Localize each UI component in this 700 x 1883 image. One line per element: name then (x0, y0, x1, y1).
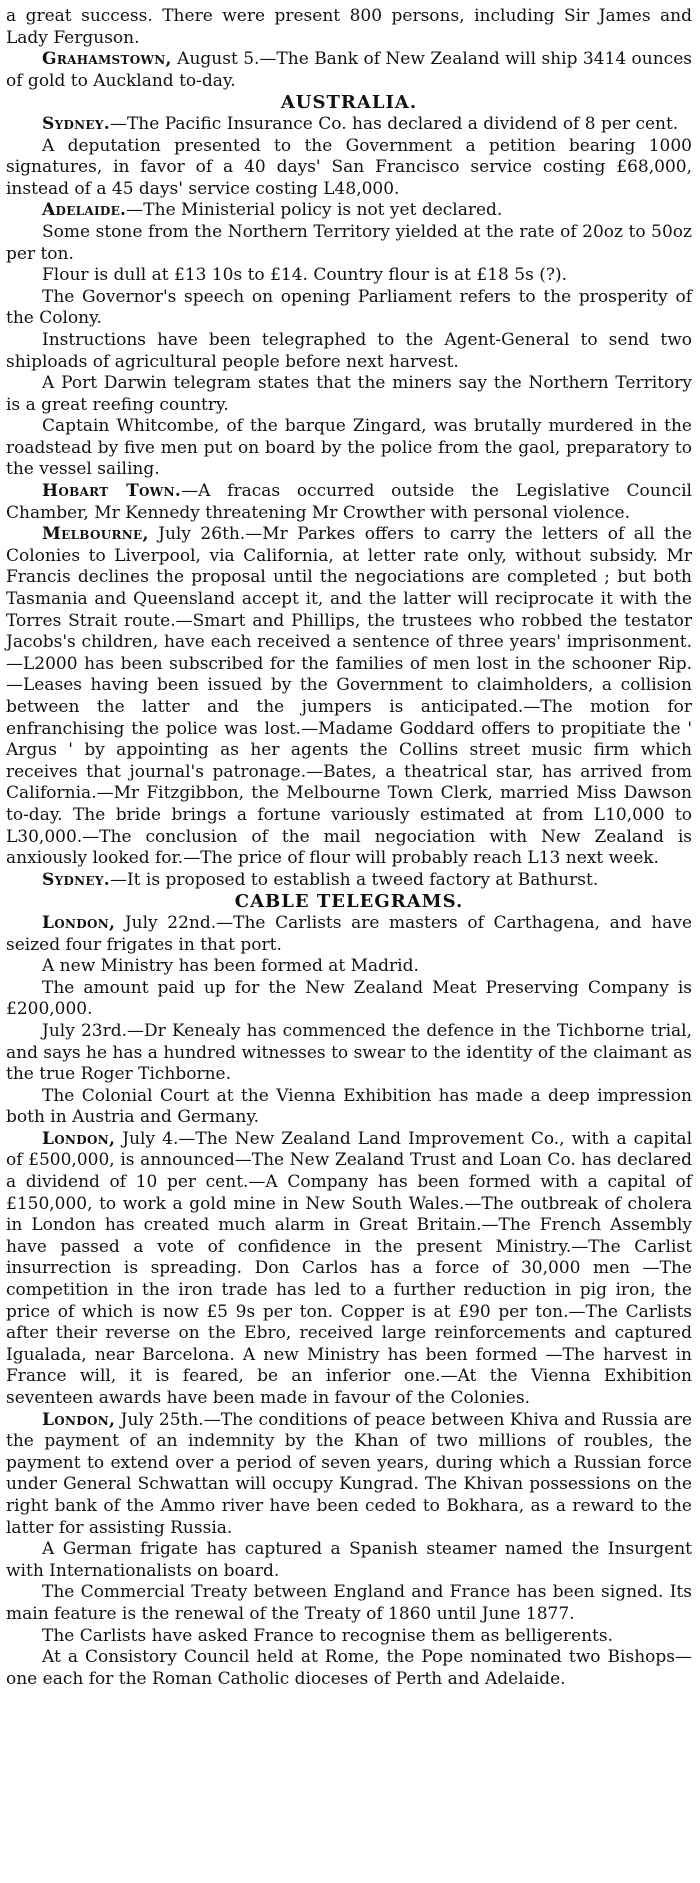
paragraph-deputation: A deputation presented to the Government a petition bearing 1000 signatures, in favor of a 40 days' San Francisco service costing £68,000, instead of a 45 days' service costing L48,000. (6, 135, 692, 199)
paragraph-madrid: A new Ministry has been formed at Madrid. (42, 956, 419, 977)
heading-australia: AUSTRALIA. (280, 92, 418, 114)
place-hobart-town: Hobart Town. (42, 481, 182, 502)
text-london-july4: July 4.—The New Zealand Land Improvement Co., with a capital of £500,000, is announced—The New Zealand Trust and Loan Co. has declared a dividend of 10 per cent.—A Company has been formed with a capital of £150,000, to work a gold mine in New South Wales.—The outbreak of cholera in London has created much alarm in Great Britain.—The French Assembly have passed a vote of confidence in the present Ministry.—The Carlist insurrection is spreading. Don Carlos has a force of 30,000 men —The competition in the iron trade has led to a further reduction in pig iron, the price of which is now £5 9s per ton. Copper is at £90 per ton.—The Carlists after their reverse on the Ebro, received large reinforcements and captured Igualada, near Barcelona. A new Ministry has been formed —The harvest in France will, it is feared, be an inferior one.—At the Vienna Exhibition seventeen awards have been made in favour of the Colonies. (6, 1128, 693, 1408)
paragraph-grahamstown (6, 49, 692, 92)
place-adelaide: Adelaide. (42, 200, 127, 221)
place-london-1: London, (42, 912, 116, 933)
place-sydney-2: Sydney. (42, 869, 110, 890)
heading-cable-telegrams: CABLE TELEGRAMS. (234, 891, 464, 913)
paragraph-adelaide (6, 200, 692, 222)
paragraph-london-july25 (6, 1410, 692, 1540)
paragraph-london-july4 (6, 1129, 692, 1410)
paragraph-commercial-treaty: The Commercial Treaty between England and France has been signed. Its main feature is the renewal of the Treaty of 1860 until June 1877. (6, 1582, 692, 1624)
place-melbourne: Melbourne, (42, 524, 149, 545)
text-adelaide: —The Ministerial policy is not yet declared. (126, 200, 503, 221)
paragraph-consistory: At a Consistory Council held at Rome, the Pope nominated two Bishops—one each for the Roman Catholic dioceses of Perth and Adelaide. (6, 1647, 692, 1689)
place-london-2: London, (42, 1128, 116, 1149)
text-grahamstown: August 5.—The Bank of New Zealand will ship 3414 ounces of gold to Auckland to-day. (6, 49, 692, 91)
text-sydney-tweed: —It is proposed to establish a tweed factory at Bathurst. (109, 869, 599, 890)
paragraph-german-frigate: A German frigate has captured a Spanish steamer named the Insurgent with Internationalists on board. (6, 1539, 692, 1581)
paragraph-carlists-belligerents: The Carlists have asked France to recognise them as belligerents. (42, 1625, 614, 1646)
paragraph-northern-stone: Some stone from the Northern Territory yielded at the rate of 20oz to 50oz per ton. (6, 221, 692, 264)
text-sydney-insurance: —The Pacific Insurance Co. has declared a dividend of 8 per cent. (109, 113, 679, 134)
paragraph-instructions: Instructions have been telegraphed to the Agent-General to send two shiploads of agricultural people before next harvest. (6, 329, 692, 372)
paragraph-vienna-court: The Colonial Court at the Vienna Exhibition has made a deep impression both in Austria and Germany. (6, 1085, 692, 1128)
paragraph-ferguson: a great success. There were present 800 persons, including Sir James and Lady Ferguson. (6, 6, 692, 48)
paragraph-london-july22 (6, 913, 692, 956)
paragraph-melbourne (6, 524, 692, 870)
paragraph-flour: Flour is dull at £13 10s to £14. Country flour is at £18 5s (?). (42, 265, 567, 286)
paragraph-tichborne: July 23rd.—Dr Kenealy has commenced the defence in the Tichborne trial, and says he has a hundred witnesses to swear to the identity of the claimant as the true Roger Tichborne. (6, 1020, 692, 1085)
paragraph-meat-preserving: The amount paid up for the New Zealand Meat Preserving Company is £200,000. (6, 977, 692, 1020)
text-melbourne: July 26th.—Mr Parkes offers to carry the letters of all the Colonies to Liverpool, via California, at letter rate only, without subsidy. Mr Francis declines the proposal until the negociations are completed ; but both Tasmania and Queensland accept it, and the latter will reciprocate it with the Torres Strait route.—Smart and Phillips, the trustees who robbed the testator Jacobs's children, have each received a sentence of three years' imprisonment.—L2000 has been subscribed for the families of men lost in the schooner Rip.—Leases having been issued by the Government to claimholders, a collision between the latter and the jumpers is anticipated.—The motion for enfranchising the police was lost.—Madame Goddard offers to propitiate the ' Argus ' by appointing as her agents the Collins street music firm which receives that journal's patronage.—Bates, a theatrical star, has arrived from California.—Mr Fitzgibbon, the Melbourne Town Clerk, married Miss Dawson to-day. The bride brings a fortune variously estimated at from L10,000 to L30,000.—The conclusion of the mail negociation with New Zealand is anxiously looked for.—The price of flour will probably reach L13 next week. (6, 524, 693, 869)
text-london-july22: July 22nd.—The Carlists are masters of Carthagena, and have seized four frigates in that port. (6, 912, 693, 955)
place-grahamstown: Grahamstown, (42, 49, 172, 70)
paragraph-governor-speech: The Governor's speech on opening Parliament refers to the prosperity of the Colony. (6, 286, 692, 329)
text-london-july25: July 25th.—The conditions of peace between Khiva and Russia are the payment of an indemnity by the Khan of two millions of roubles, the payment to extend over a period of seven years, during which a Russian force under General Schwattan will occupy Kungrad. The Khivan possessions on the right bank of the Ammo river have been ceded to Bokhara, as a reward to the latter for assisting Russia. (6, 1409, 692, 1538)
paragraph-hobart (6, 481, 692, 524)
paragraph-whitcombe: Captain Whitcombe, of the barque Zingard, was brutally murdered in the roadstead by five men put on board by the police from the gaol, preparatory to the vessel sailing. (6, 416, 692, 480)
place-london-3: London, (42, 1409, 116, 1430)
paragraph-sydney-insurance (6, 114, 692, 136)
paragraph-port-darwin: A Port Darwin telegram states that the miners say the Northern Territory is a great reefing country. (6, 373, 692, 415)
text-hobart: —A fracas occurred outside the Legislative Council Chamber, Mr Kennedy threatening Mr Crowther with personal violence. (6, 481, 692, 523)
place-sydney: Sydney. (42, 113, 110, 134)
paragraph-sydney-tweed (6, 870, 692, 892)
